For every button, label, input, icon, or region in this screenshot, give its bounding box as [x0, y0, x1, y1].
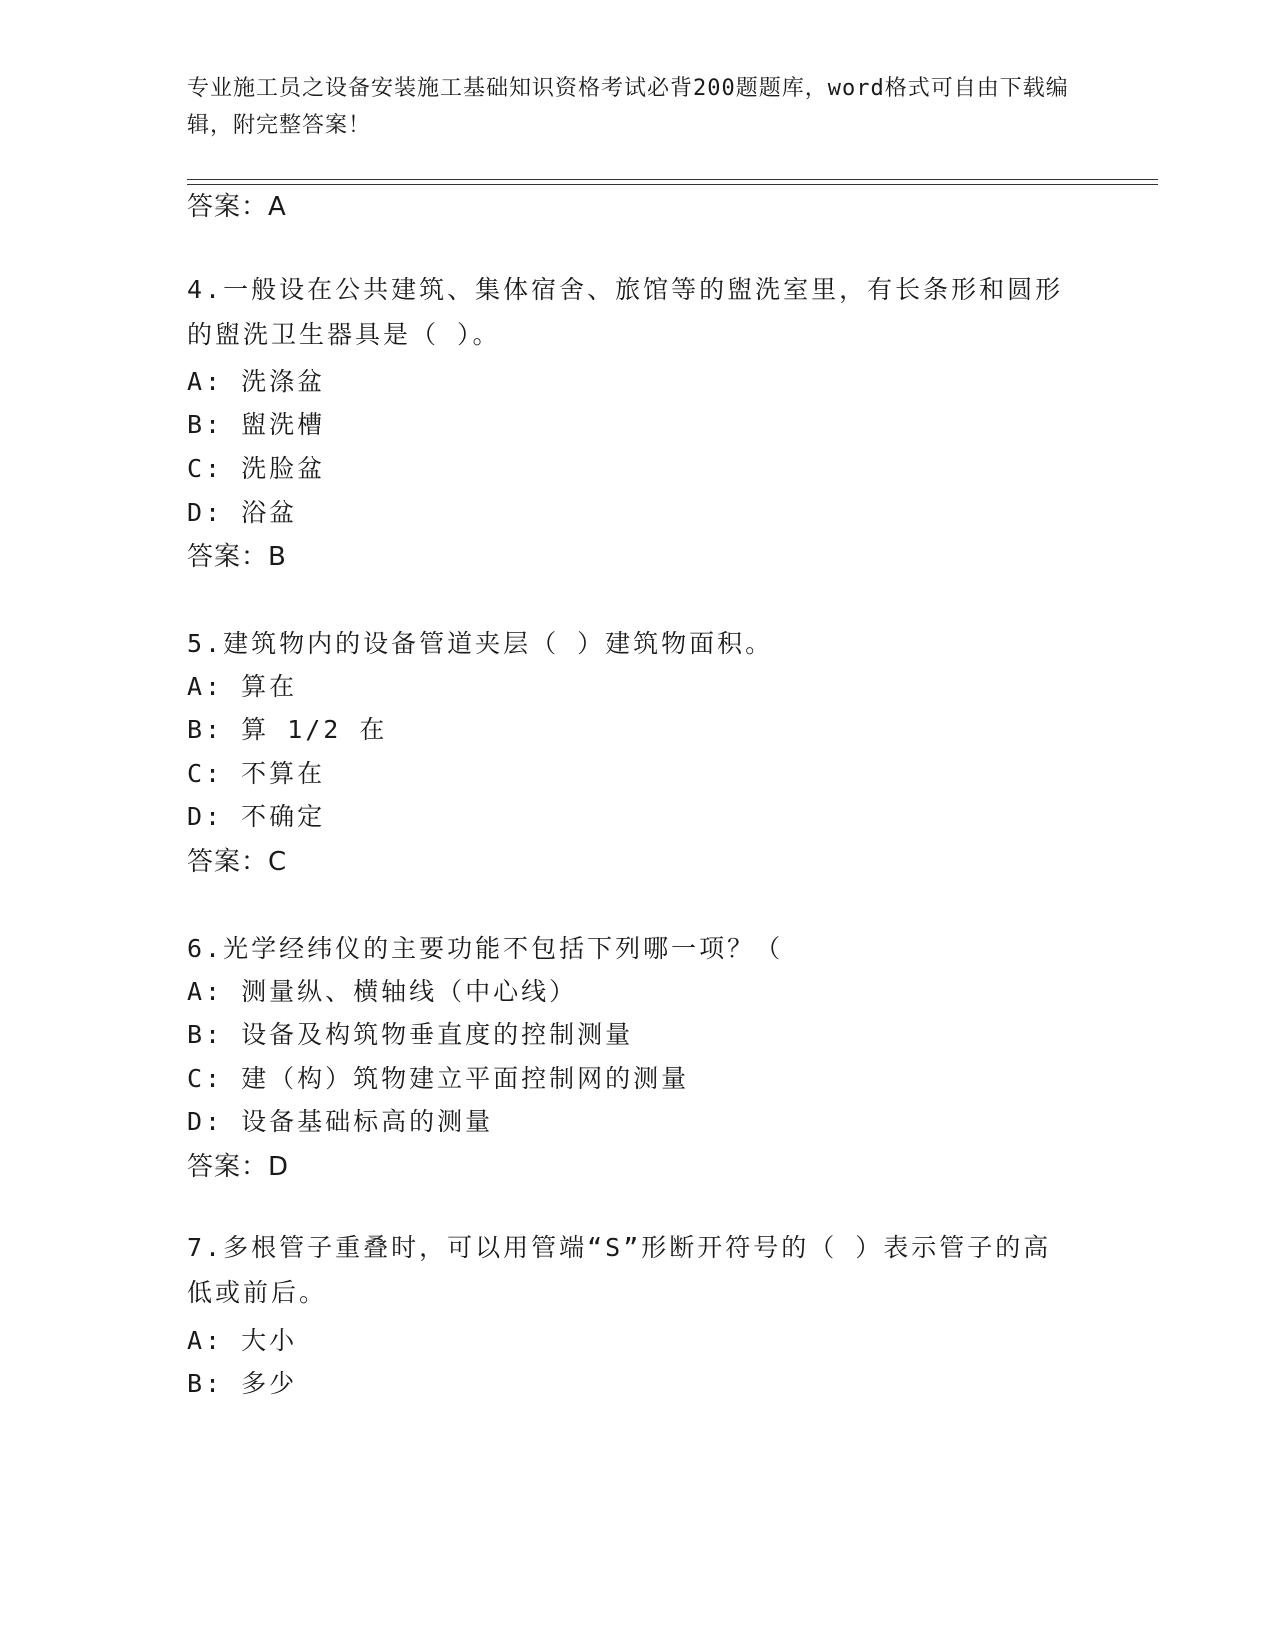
question-4-option-d: D: 浴盆 [187, 498, 298, 527]
question-7-text: 7.多根管子重叠时，可以用管端“S”形断开符号的（ ）表示管子的高低或前后。 [187, 1233, 1052, 1307]
question-4-option-a: A: 洗涤盆 [187, 367, 326, 396]
header-divider-bottom [187, 184, 1158, 185]
question-6-option-a: A: 测量纵、横轴线（中心线） [187, 977, 578, 1006]
question-4-text: 4.一般设在公共建筑、集体宿舍、旅馆等的盥洗室里，有长条形和圆形的盥洗卫生器具是（ ）。 [187, 275, 1064, 349]
document-header: 专业施工员之设备安装施工基础知识资格考试必背200题题库，word格式可自由下载编辑，附完整答案！ [187, 76, 1069, 138]
answer-6: 答案：D [187, 1152, 290, 1182]
answer-5: 答案：C [187, 847, 288, 877]
question-7-option-a: A: 大小 [187, 1326, 298, 1355]
question-6-option-b: B: 设备及构筑物垂直度的控制测量 [187, 1020, 634, 1049]
question-6-option-c: C: 建（构）筑物建立平面控制网的测量 [187, 1064, 690, 1093]
question-5-option-a: A: 算在 [187, 672, 298, 701]
question-5-option-d: D: 不确定 [187, 802, 326, 831]
header-divider-top [187, 179, 1158, 180]
question-6-text: 6.光学经纬仪的主要功能不包括下列哪一项？（ [187, 934, 784, 963]
question-7-option-b: B: 多少 [187, 1369, 298, 1398]
question-4-option-c: C: 洗脸盆 [187, 454, 326, 483]
question-4-option-b: B: 盥洗槽 [187, 410, 326, 439]
question-5-option-b: B: 算 1/2 在 [187, 715, 388, 744]
answer-4: 答案：B [187, 542, 287, 572]
question-6-option-d: D: 设备基础标高的测量 [187, 1107, 494, 1136]
answer-3: 答案：A [187, 192, 287, 222]
question-5-text: 5.建筑物内的设备管道夹层（ ）建筑物面积。 [187, 629, 774, 658]
question-5-option-c: C: 不算在 [187, 759, 326, 788]
